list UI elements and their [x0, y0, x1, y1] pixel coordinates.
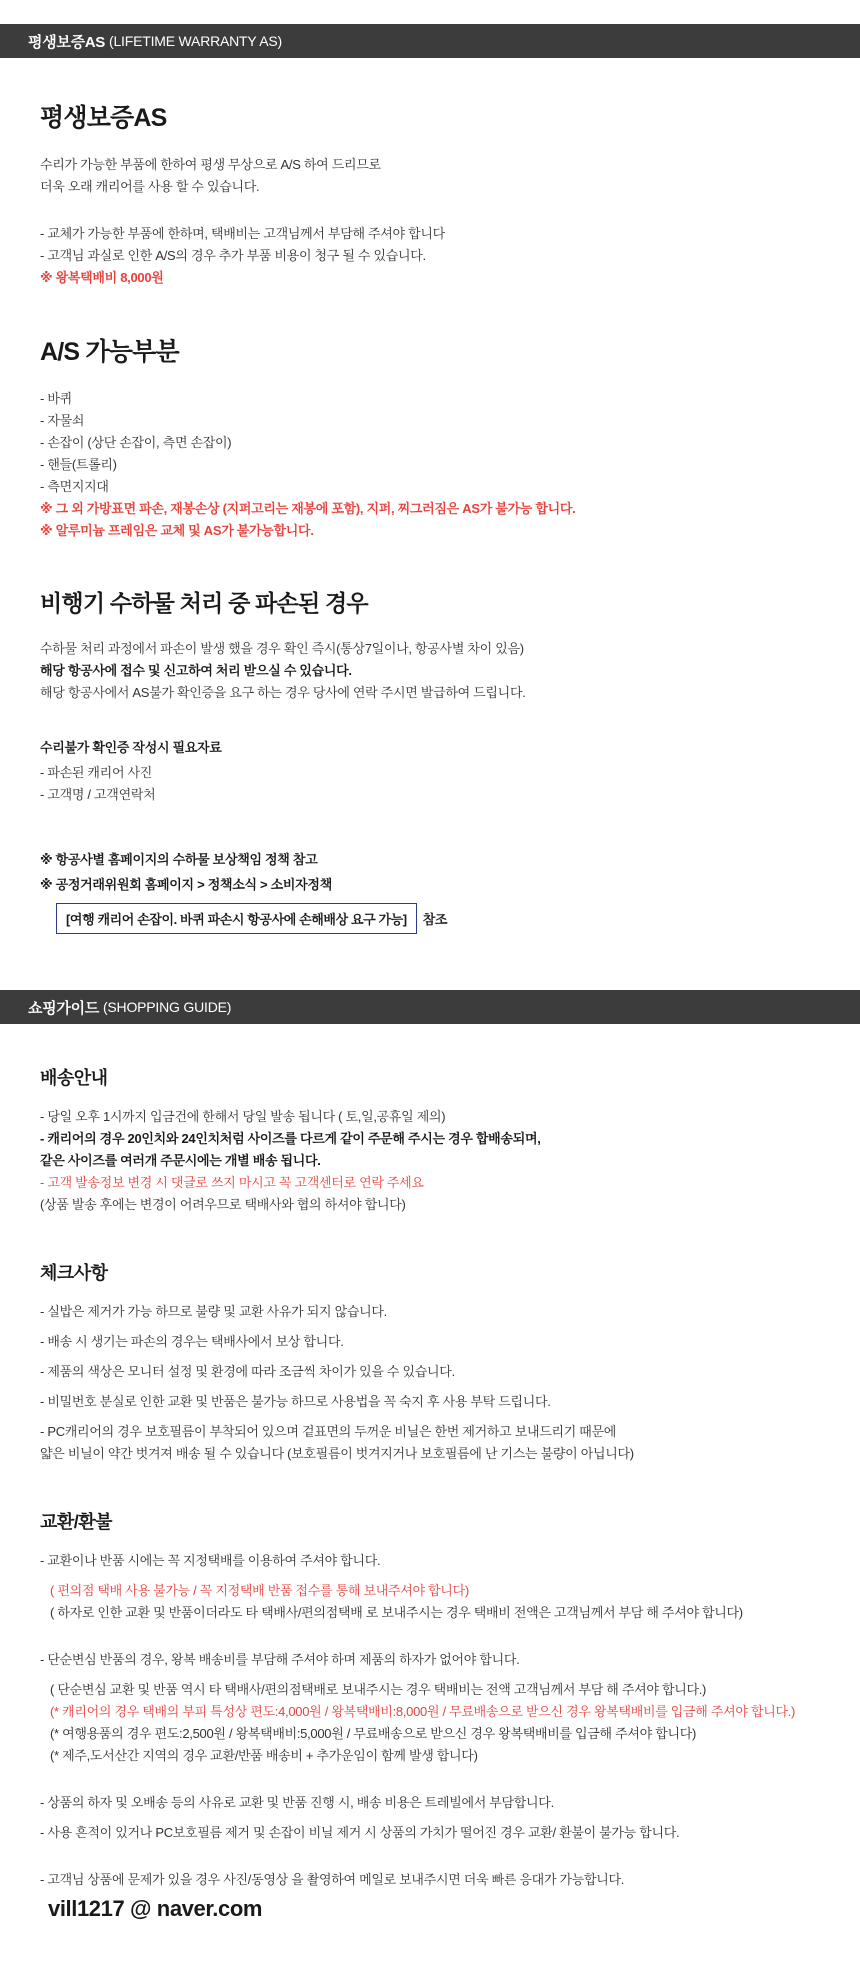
as-part-item: - 손잡이 (상단 손잡이, 측면 손잡이) [40, 435, 232, 450]
bottom-spacer [40, 1922, 820, 1978]
warranty-intro-line-1: 수리가 가능한 부품에 한하여 평생 무상으로 A/S 하여 드리므로 [40, 157, 381, 172]
check-title: 체크사항 [40, 1263, 108, 1283]
spacer [40, 201, 820, 223]
section-header-warranty [0, 24, 860, 58]
exchange-line-fee-travel: (* 여행용품의 경우 편도:2,500원 / 왕복택배비:5,000원 / 무료배송으로 받으신 경우 왕복택배비를 입금해 주셔야 합니다) [50, 1726, 697, 1741]
airline-damage-line-3: 해당 항공사에서 AS불가 확인증을 요구 하는 경우 당사에 연락 주시면 발급하여 드립니다. [40, 685, 526, 700]
delivery-line: - 캐리어의 경우 20인치와 24인치처럼 사이즈를 다르게 같이 주문해 주시는 경우 합배송되며, [40, 1131, 541, 1146]
section-header-shopping-subtitle: (SHOPPING GUIDE) [102, 999, 232, 1015]
exchange-line-fee-carrier: (* 캐리어의 경우 택배의 부피 특성상 편도:4,000원 / 왕복택배비:8,000원 / 무료배송으로 받으신 경우 왕복택배비를 입금해 주셔야 합니다.) [50, 1704, 796, 1719]
warranty-content [0, 58, 860, 934]
as-part-item: - 측면지지대 [40, 479, 109, 494]
section-header-warranty-subtitle: (LIFETIME WARRANTY AS) [109, 33, 282, 49]
delivery-title: 배송안내 [40, 1068, 108, 1088]
check-line: 얇은 비닐이 약간 벗겨져 배송 될 수 있습니다 (보호필름이 벗겨지거나 보호필름에 난 기스는 불량이 아닙니다) [40, 1446, 634, 1461]
warranty-title: 평생보증AS [40, 104, 167, 132]
check-line: - 제품의 색상은 모니터 설정 및 환경에 따라 조금씩 차이가 있을 수 있습니다. [40, 1364, 455, 1379]
airline-damage-line-1: 수하물 처리 과정에서 파손이 발생 했을 경우 확인 즉시(통상7일이나, 항공사별 차이 있음) [40, 641, 524, 656]
warranty-block [40, 58, 820, 288]
delivery-line: 같은 사이즈를 여러개 주문시에는 개별 배송 됩니다. [40, 1153, 321, 1168]
check-line: - 비밀번호 분실로 인한 교환 및 반품은 불가능 하므로 사용법을 꼭 숙지 후 사용 부탁 드립니다. [40, 1394, 551, 1409]
exchange-line-warning: ( 편의점 택배 사용 불가능 / 꼭 지정택배 반품 접수를 통해 보내주셔야 합니다) [50, 1583, 469, 1598]
as-part-item: - 핸들(트롤리) [40, 457, 117, 472]
delivery-block [40, 1024, 820, 1215]
exchange-line: ( 단순변심 교환 및 반품 역시 타 택배사/편의점택배로 보내주시는 경우 택배비는 전액 고객님께서 부담 해 주셔야 합니다.) [50, 1682, 707, 1697]
exchange-block [40, 1468, 820, 1922]
required-doc-item: - 고객명 / 고객연락처 [40, 787, 156, 802]
as-parts-block [40, 292, 820, 541]
check-block [40, 1219, 820, 1464]
section-header-shopping-title: 쇼핑가이드 [28, 999, 99, 1017]
as-part-item: - 자물쇠 [40, 413, 85, 428]
delivery-line: (상품 발송 후에는 변경이 어려우므로 택배사와 협의 하셔야 합니다) [40, 1197, 406, 1212]
reference-box-suffix: 참조 [422, 912, 448, 927]
delivery-line: - 고객 발송정보 변경 시 댓글로 쓰지 마시고 꼭 고객센터로 연락 주세요 [40, 1175, 424, 1190]
as-warning-2: ※ 알루미늄 프레임은 교체 및 AS가 불가능합니다. [40, 523, 314, 538]
airline-damage-title: 비행기 수하물 처리 중 파손된 경우 [40, 590, 368, 616]
required-docs-title: 수리불가 확인증 작성시 필요자료 [40, 740, 222, 755]
section-header-warranty-title: 평생보증AS [28, 33, 105, 51]
warranty-bullet-1: - 교체가 가능한 부품에 한하며, 택배비는 고객님께서 부담해 주셔야 합니다 [40, 226, 445, 241]
top-spacer [0, 0, 860, 24]
as-warning-1: ※ 그 외 가방표면 파손, 재봉손상 (지퍼고리는 재봉에 포함), 지퍼, 찌그러짐은 AS가 불가능 합니다. [40, 501, 576, 516]
warranty-bullet-2: - 고객님 과실로 인한 A/S의 경우 추가 부품 비용이 청구 될 수 있습니다. [40, 248, 426, 263]
as-part-item: - 바퀴 [40, 391, 72, 406]
airline-damage-line-2: 해당 항공사에 접수 및 신고하여 처리 받으실 수 있습니다. [40, 663, 352, 678]
reference-highlight-box: [여행 캐리어 손잡이. 바퀴 파손시 항공사에 손해배상 요구 가능] [56, 903, 417, 934]
check-line: - 실밥은 제거가 가능 하므로 불량 및 교환 사유가 되지 않습니다. [40, 1304, 387, 1319]
warranty-fee-note: ※ 왕복택배비 8,000원 [40, 270, 164, 285]
spacer [40, 1627, 820, 1649]
spacer [40, 1847, 820, 1869]
section-gap [0, 934, 860, 990]
reference-line-2: ※ 공정거래위원회 홈페이지 > 정책소식 > 소비자정책 [40, 877, 332, 892]
exchange-line: - 단순변심 반품의 경우, 왕복 배송비를 부담해 주셔야 하며 제품의 하자가 없어야 합니다. [40, 1652, 520, 1667]
contact-email[interactable]: vill1217 @ naver.com [48, 1896, 263, 1921]
reference-line-1: ※ 항공사별 홈페이지의 수하물 보상책임 정책 참고 [40, 852, 318, 867]
delivery-line: - 당일 오후 1시까지 입금건에 한해서 당일 발송 됩니다 ( 토,일,공휴일 제의) [40, 1109, 446, 1124]
section-header-shopping [0, 990, 860, 1024]
spacer [40, 1770, 820, 1792]
exchange-line: - 사용 흔적이 있거나 PC보호필름 제거 및 손잡이 비닐 제거 시 상품의 가치가 떨어진 경우 교환/ 환불이 불가능 합니다. [40, 1825, 680, 1840]
exchange-title: 교환/환불 [40, 1512, 113, 1532]
exchange-line-fee-jeju: (* 제주,도서산간 지역의 경우 교환/반품 배송비 + 추가운임이 함께 발생 합니다) [50, 1748, 478, 1763]
spacer [40, 809, 820, 849]
check-line: - 배송 시 생기는 파손의 경우는 택배사에서 보상 합니다. [40, 1334, 344, 1349]
check-line: - PC캐리어의 경우 보호필름이 부착되어 있으며 겉표면의 두꺼운 비닐은 한번 제거하고 보내드리기 때문에 [40, 1424, 617, 1439]
exchange-line: - 교환이나 반품 시에는 꼭 지정택배를 이용하여 주셔야 합니다. [40, 1553, 381, 1568]
warranty-intro-line-2: 더욱 오래 캐리어를 사용 할 수 있습니다. [40, 179, 260, 194]
required-doc-item: - 파손된 캐리어 사진 [40, 765, 153, 780]
shopping-content [0, 1024, 860, 1978]
reference-box-wrap [40, 899, 820, 934]
exchange-line: ( 하자로 인한 교환 및 반품이더라도 타 택배사/편의점택배 로 보내주시는 경우 택배비 전액은 고객님께서 부담 해 주셔야 합니다) [50, 1605, 743, 1620]
exchange-line: - 상품의 하자 및 오배송 등의 사유로 교환 및 반품 진행 시, 배송 비용은 트레빌에서 부담합니다. [40, 1795, 554, 1810]
as-parts-title: A/S 가능부분 [40, 338, 179, 366]
spacer [40, 707, 820, 737]
airline-damage-block [40, 545, 820, 934]
exchange-line-contact: - 고객님 상품에 문제가 있을 경우 사진/동영상 을 촬영하여 메일로 보내주시면 더욱 빠른 응대가 가능합니다. [40, 1872, 625, 1887]
